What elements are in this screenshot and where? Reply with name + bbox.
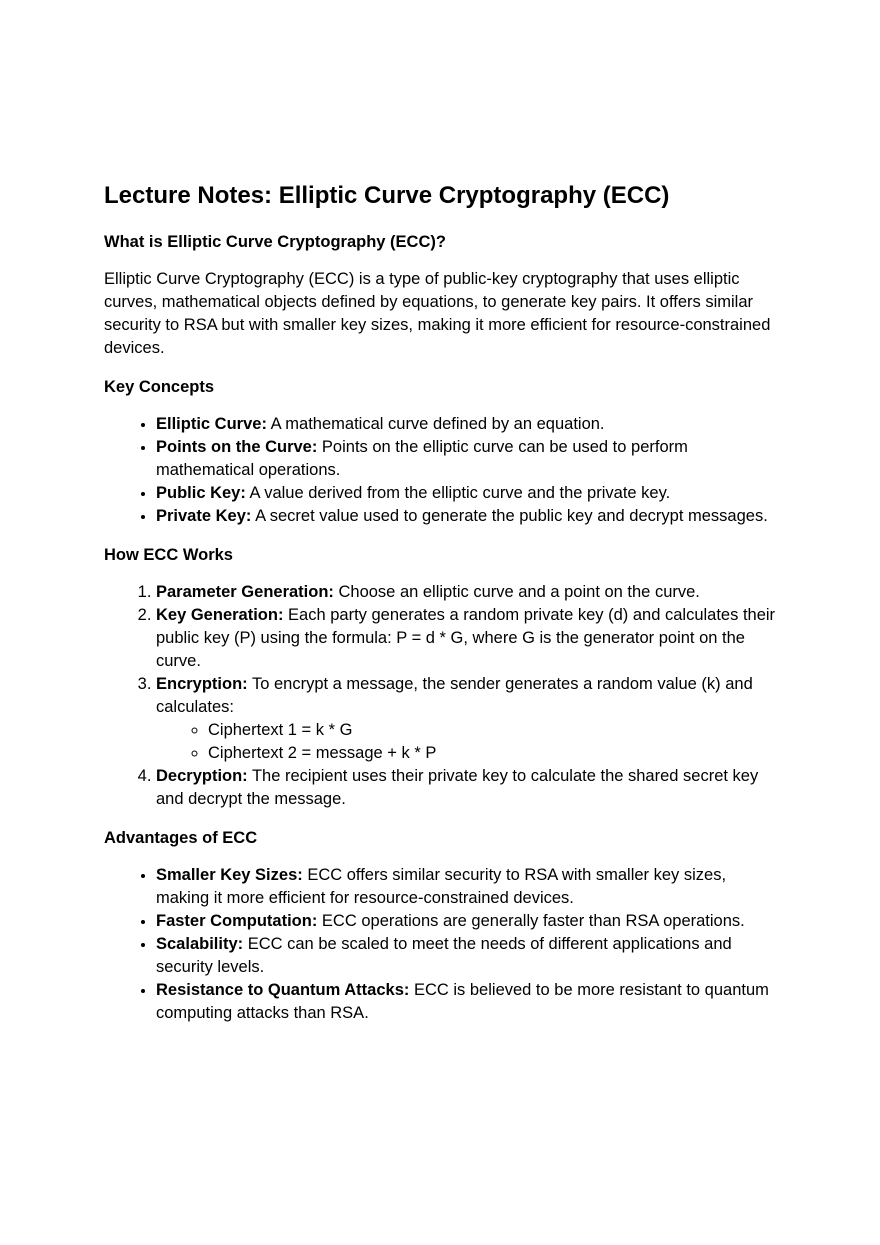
concept-term: Points on the Curve: [156, 438, 318, 456]
advantage-text: ECC can be scaled to meet the needs of different applications and security levels. [156, 935, 732, 976]
advantage-item [156, 933, 780, 979]
concept-text: A value derived from the elliptic curve and the private key. [245, 484, 671, 502]
concept-item [156, 482, 780, 505]
advantage-term: Scalability: [156, 935, 244, 953]
advantage-text: ECC operations are generally faster than RSA operations. [317, 912, 745, 930]
step-item [156, 604, 780, 673]
step-term: Decryption: [156, 767, 248, 785]
step-term: Key Generation: [156, 606, 284, 624]
sub-item: ◦ Ciphertext 2 = message + k * P [208, 742, 780, 765]
concept-item [156, 413, 780, 436]
step-text: To encrypt a message, the sender generates a random value (k) and calculates: [156, 675, 753, 716]
advantage-term: Faster Computation: [156, 912, 318, 930]
how-heading: How ECC Works [104, 546, 233, 564]
sub-item: ◦ Ciphertext 1 = k * G [208, 719, 780, 742]
advantage-item [156, 979, 780, 1025]
step-item [156, 673, 780, 765]
encryption-sublist [156, 719, 780, 765]
advantage-text: ECC offers similar security to RSA with smaller key sizes, making it more efficient for resource-constrained devices. [156, 866, 727, 907]
concept-term: Public Key: [156, 484, 246, 502]
step-text: The recipient uses their private key to calculate the shared secret key and decrypt the message. [156, 767, 759, 808]
advantage-term: Resistance to Quantum Attacks: [156, 981, 410, 999]
step-term: Encryption: [156, 675, 248, 693]
concept-term: Private Key: [156, 507, 252, 525]
intro-heading: What is Elliptic Curve Cryptography (ECC)? [104, 233, 446, 251]
advantage-text: ECC is believed to be more resistant to quantum computing attacks than RSA. [156, 981, 769, 1022]
concept-text: A secret value used to generate the public key and decrypt messages. [251, 507, 768, 525]
step-text: Choose an elliptic curve and a point on the curve. [333, 583, 700, 601]
concepts-heading: Key Concepts [104, 378, 215, 396]
concept-text: Points on the elliptic curve can be used to perform mathematical operations. [156, 438, 688, 479]
advantage-item [156, 864, 780, 910]
concepts-list [104, 413, 780, 528]
step-item [156, 765, 780, 811]
step-text: Each party generates a random private key (d) and calculates their public key (P) using the formula: P = d * G, where G is the generator point on the curve. [156, 606, 776, 670]
concept-text: A mathematical curve defined by an equation. [266, 415, 605, 433]
advantages-list [104, 864, 780, 1025]
advantage-term: Smaller Key Sizes: [156, 866, 303, 884]
how-steps-list [104, 581, 780, 811]
concept-item [156, 505, 780, 528]
page-title: Lecture Notes: Elliptic Curve Cryptography (ECC) [104, 182, 670, 209]
advantage-item [156, 910, 780, 933]
concept-term: Elliptic Curve: [156, 415, 267, 433]
intro-paragraph: Elliptic Curve Cryptography (ECC) is a type of public-key cryptography that uses elliptic curves, mathematical objects defined by equations, to generate key pairs. It offers similar security to RSA but with smaller key sizes, making it more efficient for resource-constrained devices. [104, 270, 771, 357]
step-term: Parameter Generation: [156, 583, 334, 601]
step-item [156, 581, 780, 604]
concept-item [156, 436, 780, 482]
advantages-heading: Advantages of ECC [104, 829, 258, 847]
